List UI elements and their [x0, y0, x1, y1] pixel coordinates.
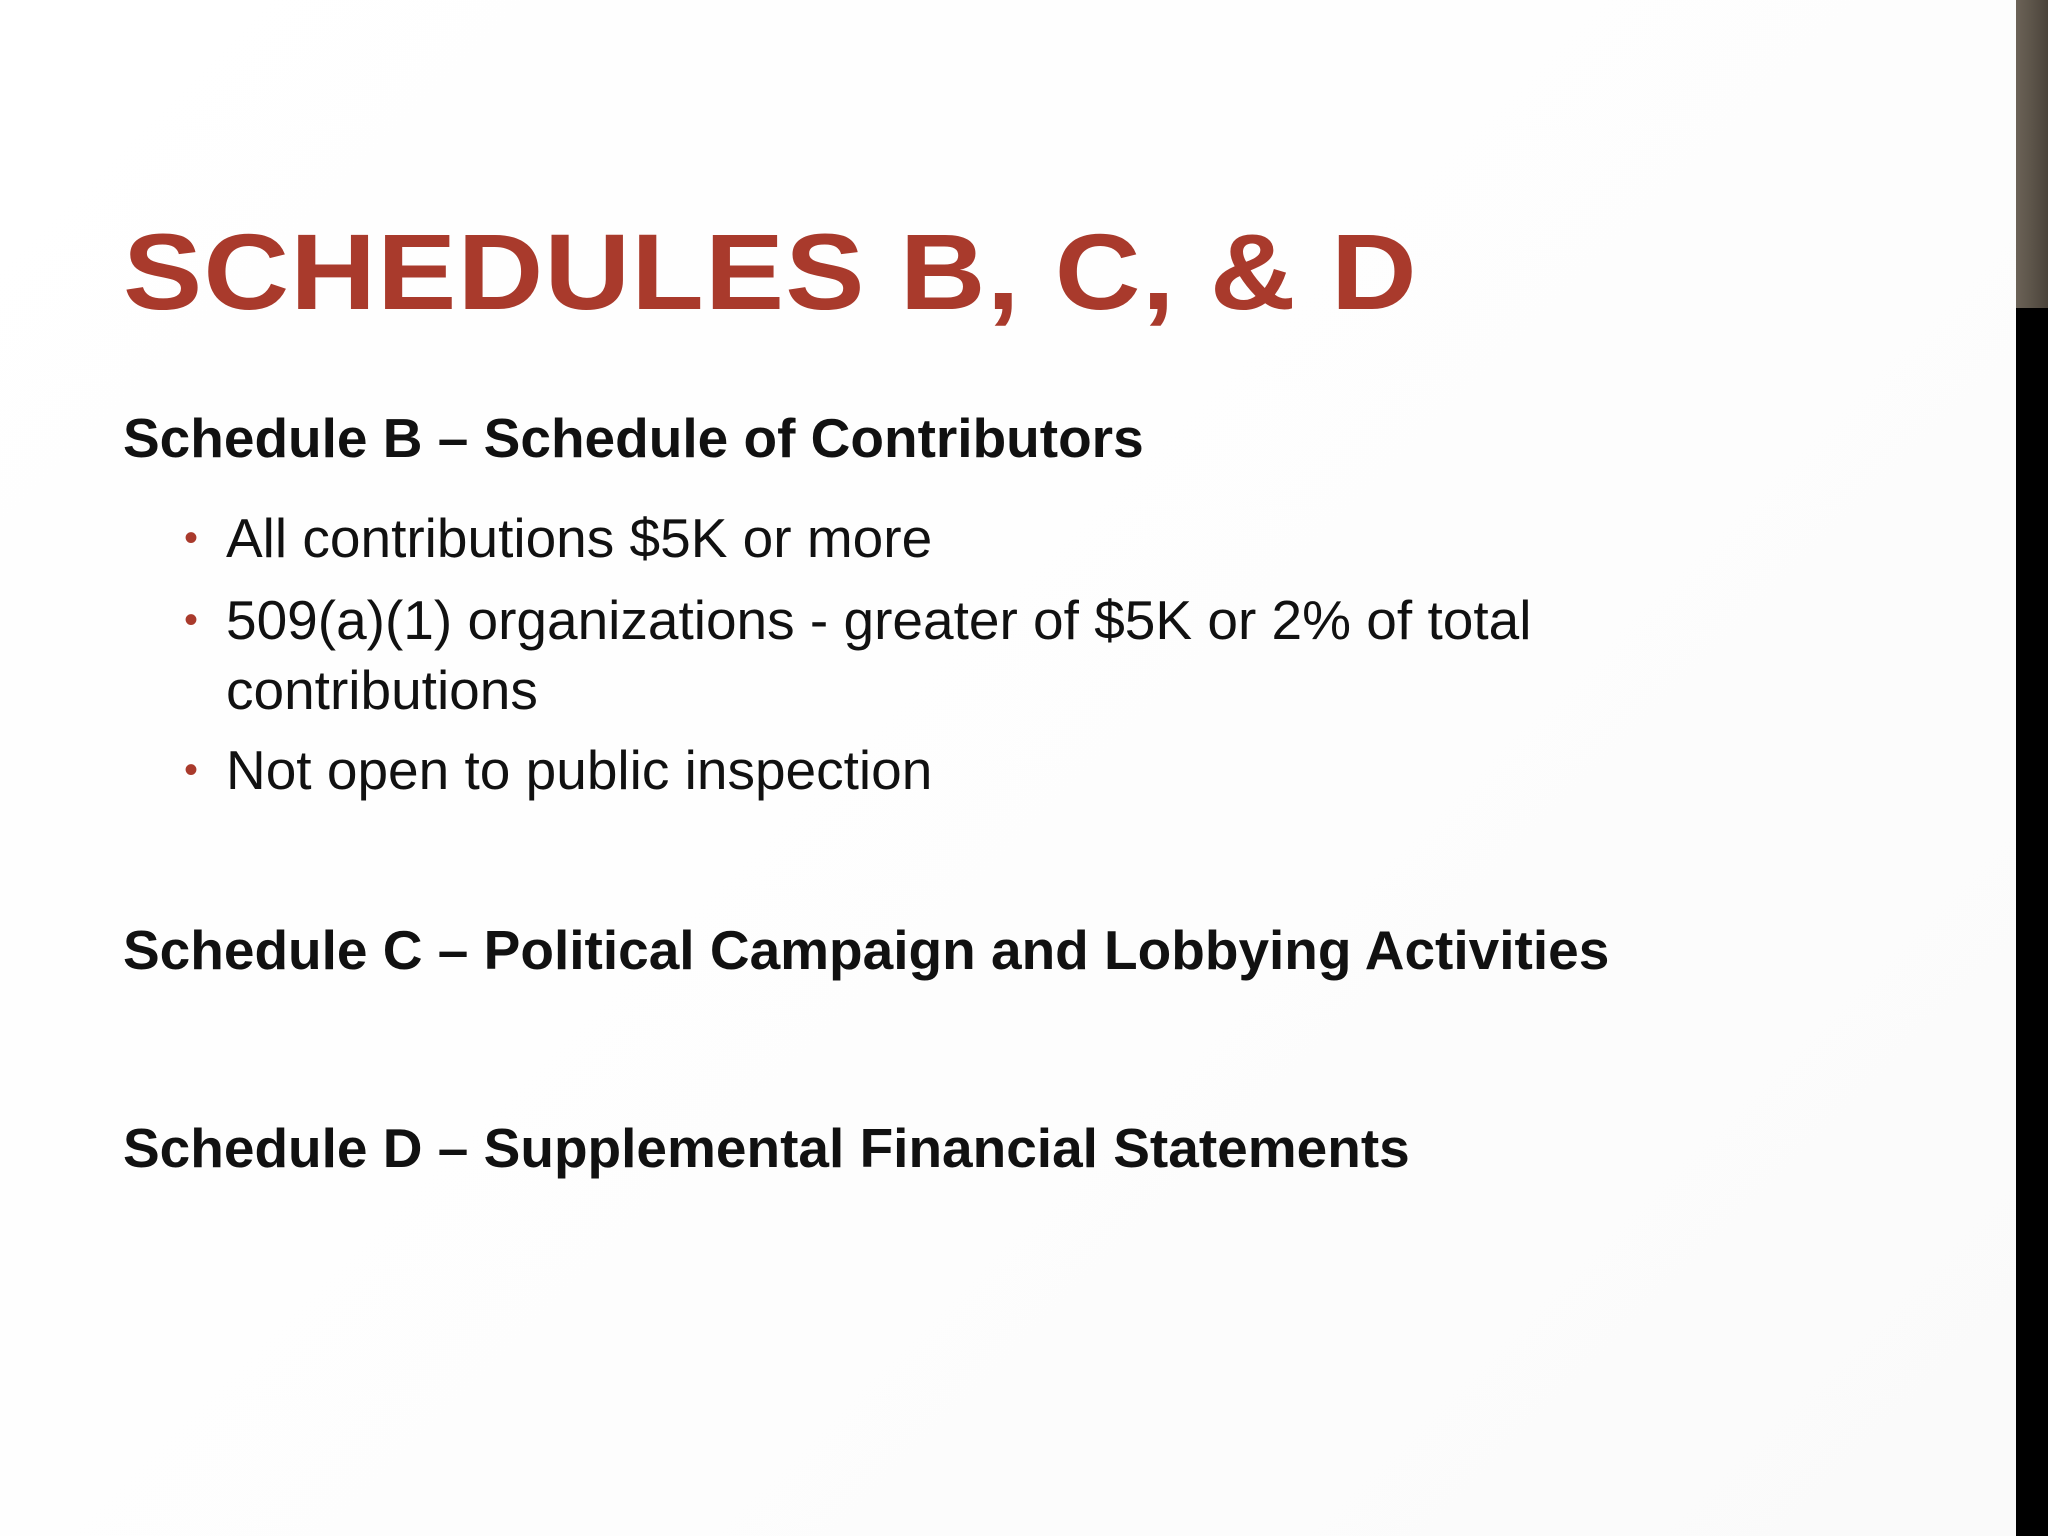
schedule-b-heading: Schedule B – Schedule of Contributors: [123, 407, 1144, 469]
bullet-text: All contributions $5K or more: [226, 507, 933, 569]
right-edge-bar-accent: [2016, 0, 2048, 308]
bullet-text: 509(a)(1) organizations - greater of $5K or 2% of total contributions: [226, 589, 1532, 721]
schedule-c-heading: Schedule C – Political Campaign and Lobbying Activities: [123, 919, 1610, 981]
slide-title: SCHEDULES B, C, & D: [123, 211, 1418, 332]
bullet-dot-icon: •: [184, 748, 199, 792]
bullet-text: Not open to public inspection: [226, 739, 933, 801]
bullet-dot-icon: •: [184, 598, 199, 642]
right-edge-bar: [2016, 0, 2048, 1536]
schedule-d-heading: Schedule D – Supplemental Financial Statements: [123, 1117, 1410, 1179]
bullet-dot-icon: •: [184, 516, 199, 560]
